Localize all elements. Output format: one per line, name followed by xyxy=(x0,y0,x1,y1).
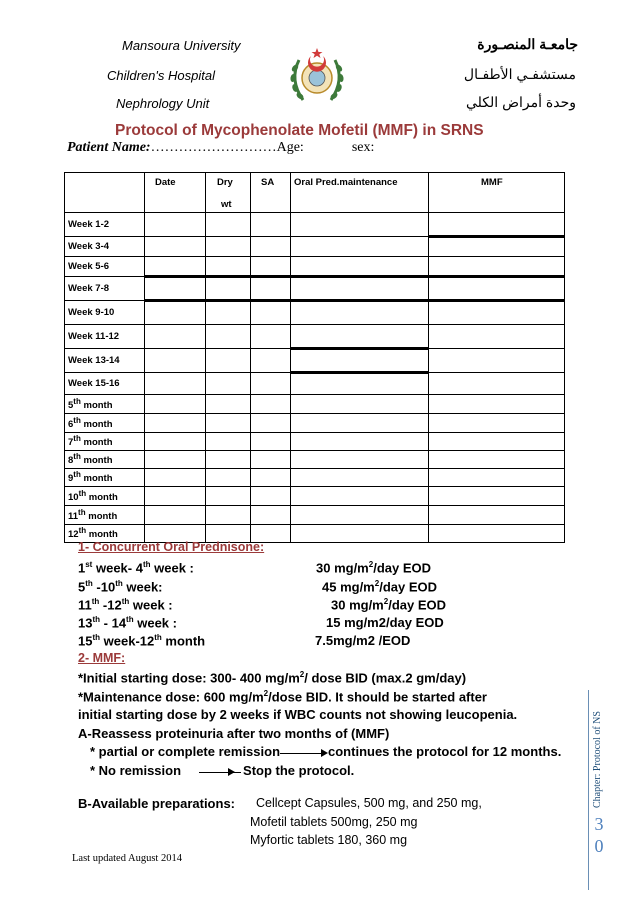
date-cell[interactable] xyxy=(145,414,206,433)
mmf-cell[interactable] xyxy=(429,301,565,325)
dry-wt-cell[interactable] xyxy=(206,506,251,525)
university-name-ar: جامعـة المنصـورة xyxy=(477,36,578,52)
row-label: Week 3-4 xyxy=(65,237,145,257)
row-label: 10th month xyxy=(65,487,145,506)
oral-pred-cell[interactable] xyxy=(291,277,429,301)
sa-cell[interactable] xyxy=(251,506,291,525)
col-header-sa: SA xyxy=(251,173,291,213)
row-label: 11th month xyxy=(65,506,145,525)
oral-pred-cell[interactable] xyxy=(291,213,429,237)
right-arrow-icon xyxy=(280,748,328,758)
row-label: Week 7-8 xyxy=(65,277,145,301)
mmf-cell[interactable] xyxy=(429,525,565,543)
date-cell[interactable] xyxy=(145,301,206,325)
page-number-digit-2: 0 xyxy=(594,836,604,856)
date-cell[interactable] xyxy=(145,325,206,349)
oral-pred-cell[interactable] xyxy=(291,506,429,525)
pred-line-2-period: 5th -10th week: xyxy=(78,579,163,595)
hospital-name-ar: مستشفـي الأطفـال xyxy=(463,66,576,82)
row-label: Week 5-6 xyxy=(65,257,145,277)
date-cell[interactable] xyxy=(145,433,206,451)
mmf-cell[interactable] xyxy=(429,237,565,257)
protocol-title: Protocol of Mycophenolate Mofetil (MMF) in SRNS xyxy=(115,122,484,139)
date-cell[interactable] xyxy=(145,237,206,257)
sa-cell[interactable] xyxy=(251,257,291,277)
row-label: Week 11-12 xyxy=(65,325,145,349)
mmf-heading: 2- MMF: xyxy=(78,651,126,665)
sa-cell[interactable] xyxy=(251,349,291,373)
table-row xyxy=(65,373,565,395)
mmf-cell[interactable] xyxy=(429,414,565,433)
pred-line-5-period: 15th week-12th month xyxy=(78,633,206,649)
header-blank-cell xyxy=(65,173,145,213)
dry-wt-cell[interactable] xyxy=(206,301,251,325)
mmf-cell[interactable] xyxy=(429,433,565,451)
mmf-cell[interactable] xyxy=(429,213,565,237)
age-label: Age: xyxy=(276,140,304,155)
sex-label: sex: xyxy=(351,140,375,155)
sa-cell[interactable] xyxy=(251,469,291,487)
table-row xyxy=(65,301,565,325)
sa-cell[interactable] xyxy=(251,451,291,469)
unit-name-ar: وحدة أمراض الكلي xyxy=(466,94,576,110)
pred-line-3-dose: 30 $mg/m^2$/day EOD xyxy=(331,597,446,613)
mmf-cell[interactable] xyxy=(429,487,565,506)
unit-name-en: Nephrology Unit xyxy=(116,96,210,111)
col-header-dry-wt xyxy=(206,173,251,213)
pred-line-4-dose: 15 mg/m2/day EOD xyxy=(326,615,444,630)
table-row xyxy=(65,487,565,506)
oral-pred-cell[interactable] xyxy=(291,469,429,487)
dry-wt-cell[interactable] xyxy=(206,451,251,469)
mmf-cell[interactable] xyxy=(429,325,565,349)
row-label: Week 1-2 xyxy=(65,213,145,237)
pred-line-2-dose: 45 $mg/m^2$/day EOD xyxy=(322,579,437,595)
oral-pred-cell[interactable] xyxy=(291,373,429,395)
mmf-cell[interactable] xyxy=(429,506,565,525)
table-row xyxy=(65,506,565,525)
table-row xyxy=(65,237,565,257)
table-row xyxy=(65,469,565,487)
col-header-mmf: MMF xyxy=(429,173,565,213)
date-cell[interactable] xyxy=(145,395,206,414)
patient-info-line xyxy=(67,140,374,156)
chapter-label: Chapter: Protocol of NS xyxy=(592,711,603,808)
prep-mofetil: Mofetil tablets 500mg, 250 mg xyxy=(250,815,418,829)
table-row xyxy=(65,433,565,451)
oral-pred-cell[interactable] xyxy=(291,325,429,349)
row-label: Week 13-14 xyxy=(65,349,145,373)
row-label: 6th month xyxy=(65,414,145,433)
date-cell[interactable] xyxy=(145,277,206,301)
date-cell[interactable] xyxy=(145,506,206,525)
prep-cellcept: Cellcept Capsules, 500 mg, and 250 mg, xyxy=(256,796,482,810)
date-cell[interactable] xyxy=(145,469,206,487)
patient-name-dots: ……………………… xyxy=(150,140,277,155)
footer-last-updated: Last updated August 2014 xyxy=(72,853,182,864)
dry-wt-cell[interactable] xyxy=(206,395,251,414)
sa-cell[interactable] xyxy=(251,395,291,414)
pred-line-5-dose: 7.5mg/m2 /EOD xyxy=(315,633,411,648)
table-row xyxy=(65,213,565,237)
sa-cell[interactable] xyxy=(251,213,291,237)
dry-wt-cell[interactable] xyxy=(206,487,251,506)
row-label: 7th month xyxy=(65,433,145,451)
mmf-reassess: A-Reassess proteinuria after two months of (MMF) xyxy=(78,726,390,741)
row-label: 5th month xyxy=(65,395,145,414)
mmf-cell[interactable] xyxy=(429,277,565,301)
row-label: 9th month xyxy=(65,469,145,487)
sa-cell[interactable] xyxy=(251,301,291,325)
oral-pred-cell[interactable] xyxy=(291,257,429,277)
col-header-date: Date xyxy=(145,173,206,213)
dry-wt-cell[interactable] xyxy=(206,277,251,301)
date-cell[interactable] xyxy=(145,257,206,277)
date-cell[interactable] xyxy=(145,213,206,237)
sa-cell[interactable] xyxy=(251,487,291,506)
mmf-maintenance-cont: initial starting dose by 2 weeks if WBC counts not showing leucopenia. xyxy=(78,707,518,722)
date-cell[interactable] xyxy=(145,451,206,469)
dry-wt-cell[interactable] xyxy=(206,349,251,373)
dry-wt-cell[interactable] xyxy=(206,325,251,349)
page-number-digit-1: 3 xyxy=(594,814,604,834)
table-row xyxy=(65,349,565,373)
mmf-no-remission: * No remission Stop the protocol. xyxy=(90,763,355,778)
table-row xyxy=(65,395,565,414)
sa-cell[interactable] xyxy=(251,433,291,451)
dry-wt-cell[interactable] xyxy=(206,433,251,451)
oral-pred-cell[interactable] xyxy=(291,487,429,506)
dry-wt-cell[interactable] xyxy=(206,213,251,237)
oral-pred-cell[interactable] xyxy=(291,395,429,414)
dry-wt-cell[interactable] xyxy=(206,237,251,257)
table-header-row xyxy=(65,173,565,213)
mmf-cell[interactable] xyxy=(429,451,565,469)
pred-line-3-period: 11th -12th week : xyxy=(78,597,173,613)
mmf-cell[interactable] xyxy=(429,469,565,487)
university-logo-icon xyxy=(285,40,349,108)
dry-wt-cell[interactable] xyxy=(206,469,251,487)
prep-myfortic: Myfortic tablets 180, 360 mg xyxy=(250,833,408,847)
pred-line-4-period: 13th - 14th week : xyxy=(78,615,177,631)
table-row xyxy=(65,257,565,277)
mmf-maintenance-dose: *Maintenance dose: 600 $mg/m^2$/dose BID. It should be started after xyxy=(78,689,487,705)
mmf-cell[interactable] xyxy=(429,395,565,414)
sa-cell[interactable] xyxy=(251,325,291,349)
mmf-cell[interactable] xyxy=(429,349,565,373)
date-cell[interactable] xyxy=(145,373,206,395)
mmf-cell[interactable] xyxy=(429,257,565,277)
university-name-en: Mansoura University xyxy=(122,38,241,53)
date-cell[interactable] xyxy=(145,487,206,506)
dry-label: Dry xyxy=(217,177,233,188)
row-label: Week 9-10 xyxy=(65,301,145,325)
pred-line-1-period: 1st week- 4th week : xyxy=(78,560,194,576)
sa-cell[interactable] xyxy=(251,237,291,257)
table-row xyxy=(65,414,565,433)
table-row xyxy=(65,451,565,469)
sa-cell[interactable] xyxy=(251,277,291,301)
patient-name-label: Patient Name: xyxy=(67,140,151,155)
date-cell[interactable] xyxy=(145,349,206,373)
dry-wt-label: wt xyxy=(221,199,232,210)
follow-up-table xyxy=(64,172,565,543)
oral-pred-cell[interactable] xyxy=(291,237,429,257)
hospital-name-en: Children's Hospital xyxy=(107,68,215,83)
dry-wt-cell[interactable] xyxy=(206,257,251,277)
row-label: Week 15-16 xyxy=(65,373,145,395)
mmf-initial-dose: *Initial starting dose: 300- 400 $mg/m^2/$ dose BID (max.2 gm/day) xyxy=(78,670,467,686)
col-header-oral-pred: Oral Pred.maintenance xyxy=(291,173,429,213)
table-row xyxy=(65,277,565,301)
oral-pred-cell[interactable] xyxy=(291,349,429,373)
table-row xyxy=(65,325,565,349)
oral-pred-cell[interactable] xyxy=(291,414,429,433)
pred-line-1-dose: 30 $mg/m^2$/day EOD xyxy=(316,560,431,576)
row-label: 12th month xyxy=(65,525,145,543)
mmf-cell[interactable] xyxy=(429,373,565,395)
sa-cell[interactable] xyxy=(251,373,291,395)
preparations-label: B-Available preparations: xyxy=(78,796,236,811)
right-arrow-icon xyxy=(199,767,235,777)
oral-pred-cell[interactable] xyxy=(291,451,429,469)
mmf-partial-remission: * partial or complete remission continues the protocol for 12 months. xyxy=(90,744,562,759)
row-label: 8th month xyxy=(65,451,145,469)
dry-wt-cell[interactable] xyxy=(206,414,251,433)
prednisone-heading: 1- Concurrent Oral Prednisone: xyxy=(78,540,265,554)
dry-wt-cell[interactable] xyxy=(206,373,251,395)
sa-cell[interactable] xyxy=(251,414,291,433)
oral-pred-cell[interactable] xyxy=(291,301,429,325)
oral-pred-cell[interactable] xyxy=(291,433,429,451)
oral-pred-cell[interactable] xyxy=(291,525,429,543)
